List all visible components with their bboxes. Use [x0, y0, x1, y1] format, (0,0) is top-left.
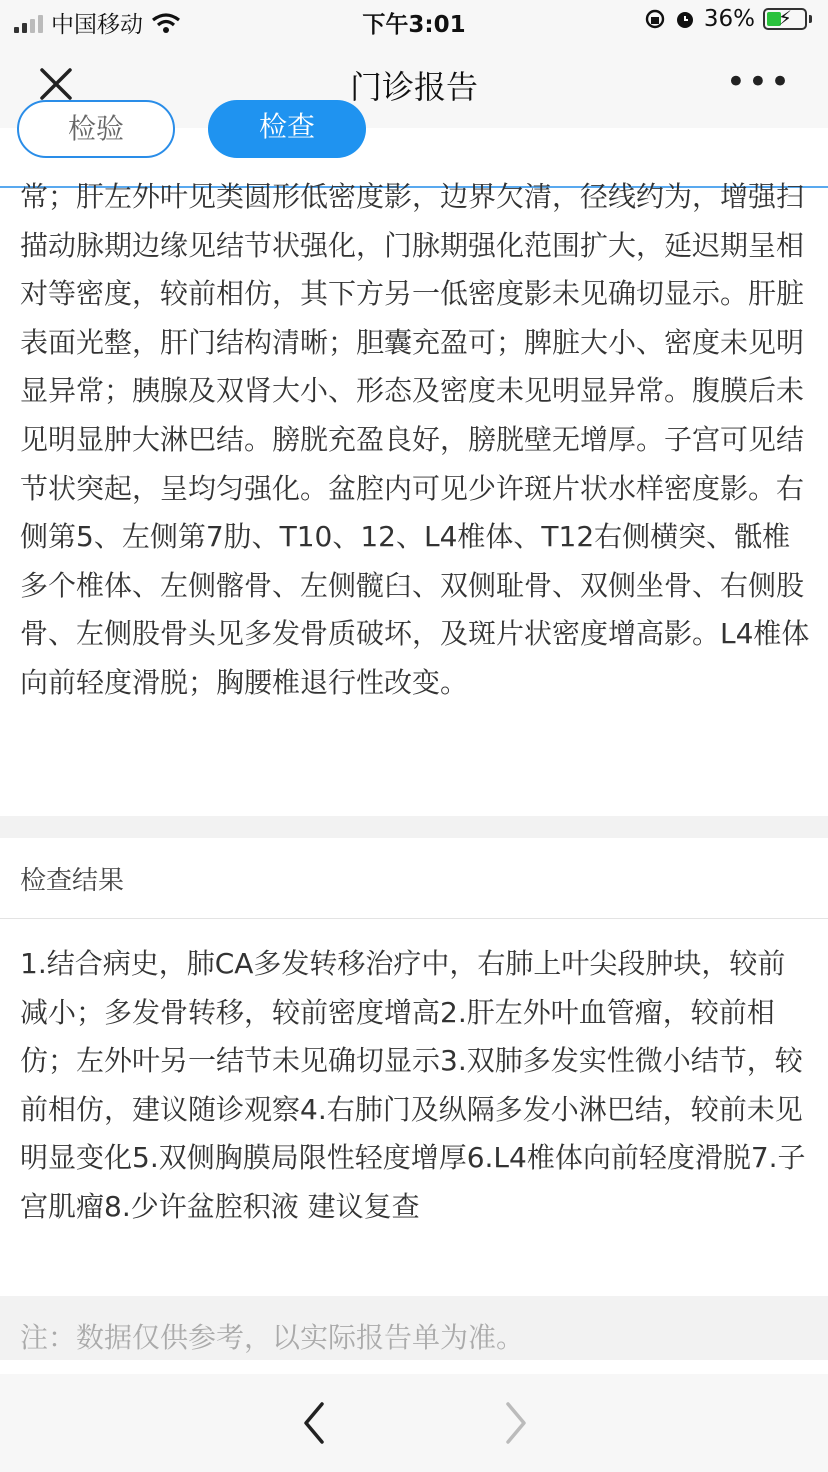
carrier-label: 中国移动 — [51, 12, 143, 38]
orientation-lock-icon — [644, 8, 666, 30]
result-section-title: 检查结果 — [20, 866, 125, 896]
status-time: 下午3:01 — [362, 12, 466, 38]
section-gap — [0, 816, 828, 838]
result-text: 1.结合病史，肺CA多发转移治疗中，右肺上叶尖段肿块，较前减小；多发骨转移，较前密度增高2.肝左外叶血管瘤，较前相仿；左外叶另一结节未见确切显示3.双肺多发实性微小结节，较前相仿，建议随诊观察4.右肺门及纵隔多发小淋巴结，较前未见明显变化5.双侧胸膜局限性轻度增厚6.L4椎体向前轻度滑脱7.子宫肌瘤8.少许盆腔积液 建议复查 — [20, 947, 806, 1223]
disclaimer-note: 注：数据仅供参考，以实际报告单为准。 — [20, 1321, 525, 1354]
status-bar — [0, 0, 828, 42]
forward-arrow-icon[interactable] — [500, 1398, 530, 1448]
description-text: 常；肝左外叶见类圆形低密度影，边界欠清，径线约为，增强扫描动脉期边缘见结节状强化，门脉期强化范围扩大，延迟期呈相对等密度，较前相仿，其下方另一低密度影未见确切显示。肝脏表面光整，肝门结构清晰；胆囊充盈可；脾脏大小、密度未见明显异常；胰腺及双肾大小、形态及密度未见明显异常。腹膜后未见明显肿大淋巴结。膀胱充盈良好，膀胱壁无增厚。子宫可见结节状突起，呈均匀强化。盆腔内可见少许斑片状水样密度影。右侧第5、左侧第7肋、T10、12、L4椎体、T12右侧横突、骶椎多个椎体、左侧髂骨、左侧髋臼、双侧耻骨、双侧坐骨、右侧股骨、左侧股骨头见多发骨质破坏，及斑片状密度增高影。L4椎体向前轻度滑脱；胸腰椎退行性改变。 — [20, 180, 810, 699]
tab-lab[interactable]: 检验 — [17, 100, 175, 158]
back-arrow-icon[interactable] — [300, 1398, 330, 1448]
description-viewport — [0, 180, 828, 816]
bottom-nav-bar — [0, 1374, 828, 1472]
battery-tip — [809, 15, 812, 23]
battery-percent: 36% — [703, 6, 755, 32]
page-title: 门诊报告 — [349, 68, 478, 106]
result-section-header — [0, 838, 828, 919]
battery-icon: ⚡ — [763, 8, 807, 30]
status-right — [644, 6, 812, 32]
alarm-icon — [674, 8, 696, 30]
more-icon[interactable]: ••• — [725, 62, 792, 102]
tab-exam[interactable]: 检查 — [208, 100, 366, 158]
